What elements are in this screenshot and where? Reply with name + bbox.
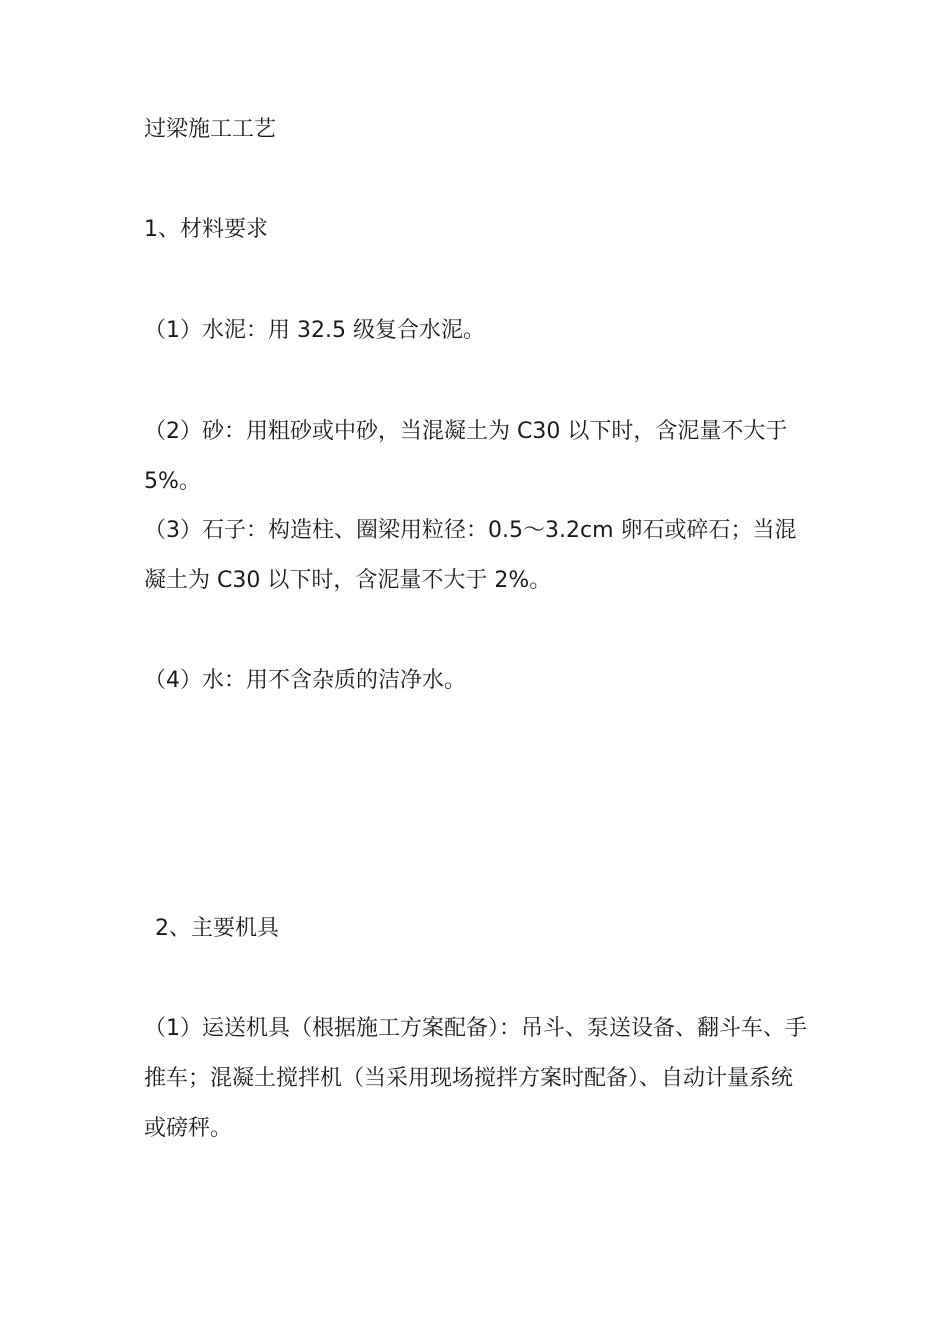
paragraph-transport-equipment: （1）运送机具（根据施工方案配备）：吊斗、泵送设备、翻斗车、手推车；混凝土搅拌机（当采用现场搅拌方案时配备）、自动计量系统或磅秤。 (144, 1016, 807, 1141)
paragraph-sand: （2）砂：用粗砂或中砂，当混凝土为 C30 以下时，含泥量不大于 5%。 (144, 419, 788, 494)
document-title: 过梁施工工艺 (144, 117, 277, 142)
paragraph-cement: （1）水泥：用 32.5 级复合水泥。 (144, 318, 485, 343)
section-heading-materials: 1、材料要求 (144, 217, 268, 242)
section-heading-equipment: 2、主要机具 (155, 916, 279, 941)
paragraph-water: （4）水：用不含杂质的洁净水。 (144, 668, 466, 693)
paragraph-stone: （3）石子：构造柱、圈梁用粒径：0.5～3.2cm 卵石或碎石；当混凝土为 C30 以下时，含泥量不大于 2%。 (144, 518, 797, 593)
